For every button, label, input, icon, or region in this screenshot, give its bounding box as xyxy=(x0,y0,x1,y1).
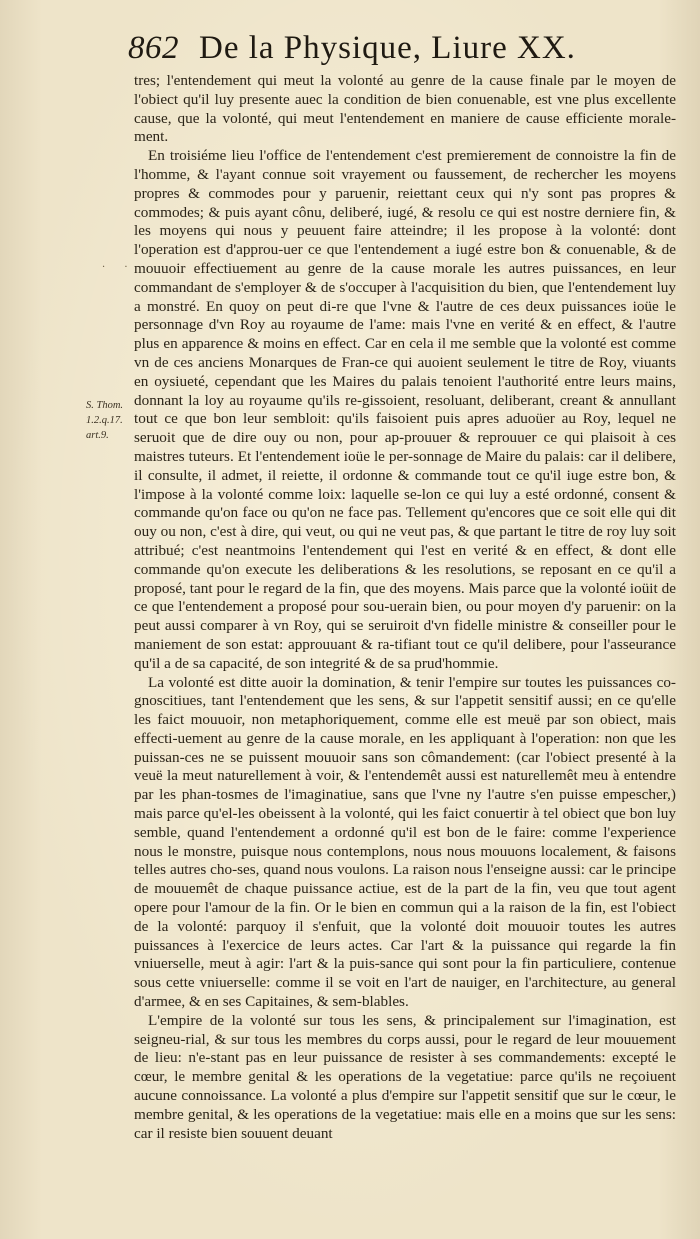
page-header xyxy=(128,30,648,76)
body-text xyxy=(134,72,676,1143)
paragraph: En troisiéme lieu l'office de l'entendement c'est premierement de connoistre la fin de l'homme, & l'ayant connue soit vrayement ou faussement, de rechercher les moyens propres & commodes pour y paruenir, reiettant ceux qui n'y sont pas propres & commodes; & puis ayant cônu, deliberé, iugé, & resolu ce qui est nostre derniere fin, & les moyens qui nous y peuuent faire atteindre; il les propose à la volonté: dont l'operation est d'approu-uer ce que l'entendement a iugé estre bon & conuenable, & de mouuoir effectiuement au genre de la cause morale les autres puissances, en leur commandant de s'employer & de s'occuper à l'acquisition du bien, que l'entendement luy a monstré. En quoy on peut di-re que l'vne & l'autre de ces deux puissances ioüe le personnage d'vn Roy au royaume de l'ame: mais l'vne en verité & en effect, & l'autre plus en apparence & moins en effect. Car en cela il me semble que la volonté est comme vn de ces anciens Monarques de Fran-ce qui auoient seulement le titre de Roy, viuants en oysiueté, cependant que les Maires du palais tenoient l'authorité entre leurs mains, donnant la loy au royaume qu'ils re-gissoient, resoluant, deliberant, creant & annullant tout ce que bon leur sembloit: qu'ils faisoient puis apres aduoüer au Roy, lequel ne seruoit que de dire ouy ou non, pour ap-prouuer & reprouuer ce qui plaisoit à ces maistres tuteurs. Et l'entendement ioüe le per-sonnage de Maire du palais: car il delibere, il consulte, il admet, il reiette, il ordonne & commande tout ce qu'il iuge estre bon, & l'impose à la volonté comme loix: laquelle se-lon ce qui luy a esté ordonné, consent & commande qu'on face ou qu'on ne face pas. Tellement qu'encores que ce soit elle qui dit ouy ou non, c'est à dire, qui veut, ou qui ne veut pas, & que partant le titre de roy luy soit attribué; c'est neantmoins l'entendement qui l'est en verité & en effect, & dont elle commande qu'on execute les deliberations & les resolutions, se reposant en ce qu'il a proposé, tant pour le regard de la fin, que des moyens. Mais parce que la volonté ioüit de ce que l'entendement a proposé pour sou-uerain bien, ou pour moyen d'y paruenir: on la peut aussi comparer à vn Roy, qui se seruiroit d'vn fidelle ministre & conseiller pour le maniement de son estat: approuuant & ra-tifiant tout ce qu'il delibere, pour l'asseurance qu'il a de sa capacité, de son integrité & de sa prud'hommie. xyxy=(134,147,676,672)
paragraph: L'empire de la volonté sur tous les sens, & principalement sur l'imagination, est seigneu-rial, & sur tous les membres du corps aussi, pour le regard de leur mouuement de lieu: n'e-stant pas en leur puissance de resister à ses commandements: excepté le cœur, le membre genital & les operations de la vegetatiue: parce qu'ils ne reçoiuent aucune connoissance. La volonté a plus d'empire sur l'appetit sensitif que sur le cœur, le membre genital, & les operations de la vegetatiue: mais elle en a moins que sur les sens: car il resiste bien souuent deuant xyxy=(134,1011,676,1142)
margin-citation-line: art.9. xyxy=(86,430,109,441)
running-title: De la Physique, Liure XX. xyxy=(199,30,576,66)
paragraph: tres; l'entendement qui meut la volonté au genre de la cause finale par le moyen de l'obiect qu'il luy presente auec la condition de bien conuenable, est vne plus excellente cause, que la volonté, qui meut l'entendement en maniere de cause efficiente morale-ment. xyxy=(134,72,676,146)
page-number: 862 xyxy=(128,30,179,66)
margin-citation xyxy=(86,398,130,443)
margin-citation-line: S. Thom. xyxy=(86,400,124,411)
margin-dots: · · xyxy=(102,262,136,273)
paragraph: La volonté est ditte auoir la domination, & tenir l'empire sur toutes les puissances co-gnoscitiues, tant l'entendement que les sens, & sur l'appetit sensitif aussi; en ce qu'elle les faict mouuoir, non metaphoriquement, comme elle est meuë par son obiect, mais effecti-uement au genre de la cause morale, en les appliquant à l'operation: non que les puissan-ces ne se puissent mouuoir sans son cômandement: (car l'obiect presenté à la veuë la meut naturellement à voir, & l'entendemêt aussi est naturellemêt meu à entendre par les phan-tosmes de l'imaginatiue, sans que l'vne ny l'autre s'en puisse empescher,) mais parce qu'el-les obeissent à la volonté, qui les faict conuertir à tel obiect que bon luy semble, quand l'entendement a ordonné qu'il est bon de le faire: comme l'experience nous le monstre, puisque nous contemplons, nous nous mouuons localement, & faisons telles autres cho-ses, quand nous voulons. La raison nous l'enseigne aussi: car le principe de mouuemêt de chaque puissance actiue, est de la part de la fin, veu que tout agent opere pour l'amour de la fin. Or le bien en commun qui a la raison de la fin, est l'obiect de la volonté: parquoy il s'enfuit, que la volonté doit mouuoir toutes les autres puissances à l'exercice de leurs actes. Car l'art & la puissance qui regarde la fin vniuerselle, meut à agir: l'art & la puis-sance qui sont pour la fin particuliere, contenue sous cette vniuerselle: comme il se voit en l'art de nauiger, en l'architecture, au general d'armee, & en ses Capitaines, & sem-blables. xyxy=(134,673,676,1011)
margin-citation-line: 1.2.q.17. xyxy=(86,415,123,426)
